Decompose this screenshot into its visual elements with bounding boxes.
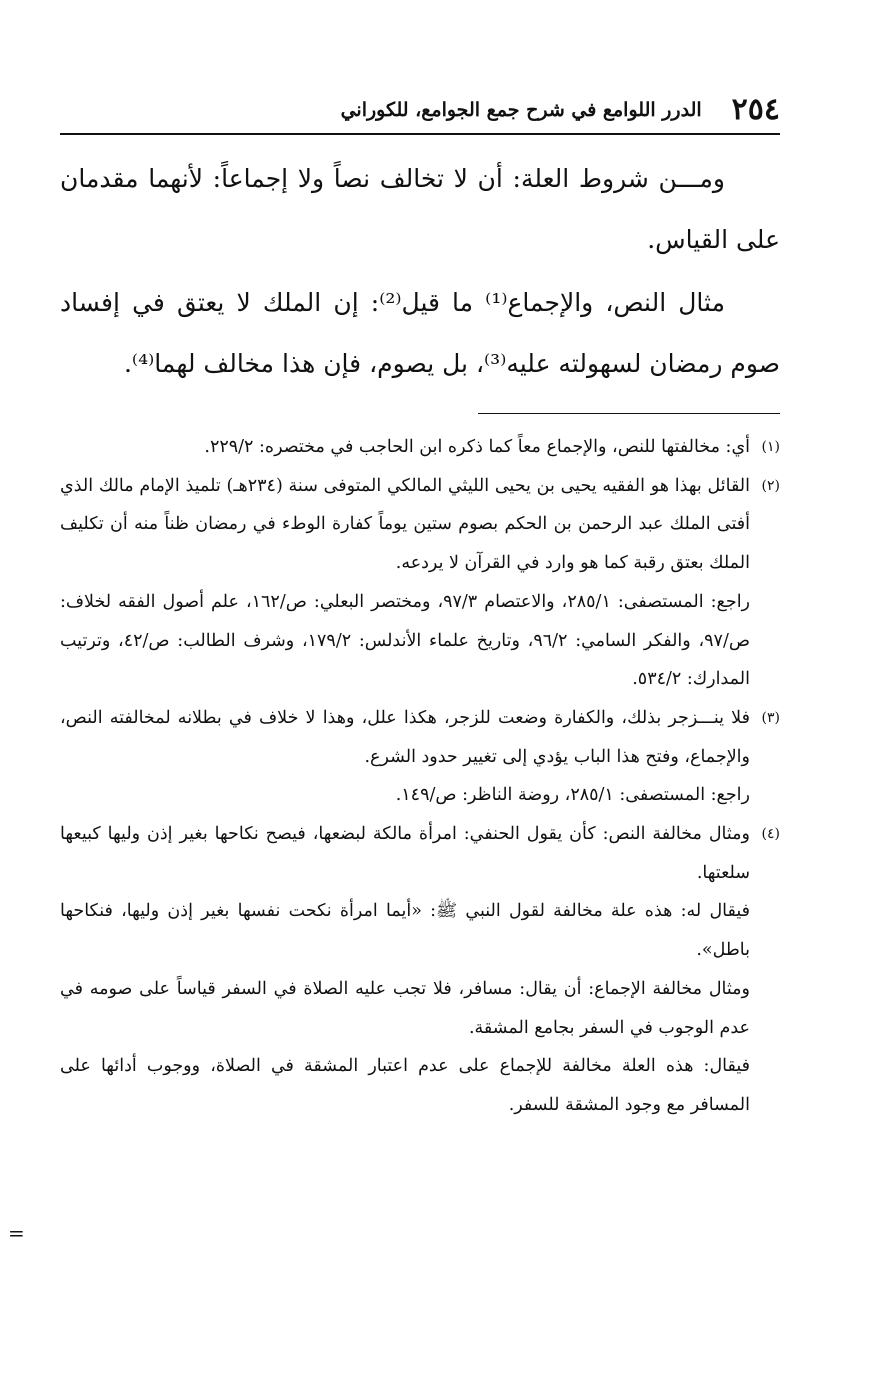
footnote-paragraph: ومثال مخالفة النص: كأن يقول الحنفي: امرأة مالكة لبضعها، فيصح نكاحها بغير إذن وليها كبيعها سلعتها.	[60, 824, 750, 883]
footnote-references: راجع: المستصفى: ٢٨٥/١، روضة الناظر: ص/١٤٩.	[395, 785, 750, 806]
footnote-1	[60, 428, 780, 467]
footnote-paragraph: ومثال مخالفة الإجماع: أن يقال: مسافر، فلا تجب عليه الصلاة في السفر قياساً على صومه في عدم الوجوب في السفر بجامع المشقة.	[60, 978, 750, 1038]
footnote-paragraph: القائل بهذا هو الفقيه يحيى بن يحيى الليثي المالكي المتوفى سنة (٢٣٤هـ) تلميذ الإمام مالك الذي أفتى الملك عبد الرحمن بن الحكم بصوم ستين يوماً كفارة الوطء في رمضان ظناً منه أن تكليف الملك بعتق رقبة كما هو وارد في القرآن لا يردعه.	[60, 475, 750, 574]
header-rule	[60, 133, 780, 135]
running-title: الدرر اللوامع في شرح جمع الجوامع، للكوراني	[340, 99, 702, 121]
footnote-paragraph: فيقال: هذه العلة مخالفة للإجماع على عدم اعتبار المشقة في الصلاة، ووجوب أدائها على المسافر مع وجود المشقة للسفر.	[60, 1056, 750, 1115]
page-header	[60, 88, 780, 128]
footnote-number: (٢)	[761, 477, 780, 494]
footnote-2	[60, 467, 780, 699]
footnote-number: (١)	[761, 439, 780, 455]
main-text	[60, 148, 780, 394]
footnote-paragraph: أي: مخالفتها للنص، والإجماع معاً كما ذكره ابن الحاجب في مختصره: ٢٢٩/٢.	[204, 437, 750, 457]
footnote-separator	[478, 413, 780, 414]
footnotes	[60, 428, 780, 1125]
footnote-number: (٤)	[761, 826, 780, 843]
footnote-paragraph: فيقال له: هذه علة مخالفة لقول النبي ﷺ: «أيما امرأة نكحت نفسها بغير إذن وليها، فنكاحها باطل».	[60, 901, 750, 961]
footnote-3	[60, 699, 780, 815]
footnote-number: (٣)	[761, 709, 780, 726]
footnote-references: راجع: المستصفى: ٢٨٥/١، والاعتصام ٩٧/٣، ومختصر البعلي: ص/١٦٢، علم أصول الفقه لخلاف: ص/٩٧، والفكر السامي: ٩٦/٢، وتاريخ علماء الأندلس: ١٧٩/٢، وشرف الطالب: ص/٤٢، وترتيب المدارك: ٥٣٤/٢.	[60, 591, 751, 690]
body-paragraph: مثال النص، والإجماع⁽¹⁾ ما قيل⁽²⁾: إن الملك لا يعتق في إفساد صوم رمضان لسهولته عليه⁽³⁾، بل يصوم، فإن هذا مخالف لهما⁽⁴⁾.	[60, 288, 780, 378]
body-paragraph: ومـــن شروط العلة: أن لا تخالف نصاً ولا إجماعاً: لأنهما مقدمان على القياس.	[60, 164, 780, 254]
footnote-paragraph: فلا ينـــزجر بذلك، والكفارة وضعت للزجر، هكذا علل، وهذا لا خلاف في بطلانه لمخالفته النص، والإجماع، وفتح هذا الباب يؤدي إلى تغيير حدود الشرع.	[60, 707, 750, 767]
footnote-4	[60, 815, 780, 1125]
page-number: ٢٥٤	[731, 92, 780, 127]
continuation-mark: =	[8, 1221, 25, 1245]
